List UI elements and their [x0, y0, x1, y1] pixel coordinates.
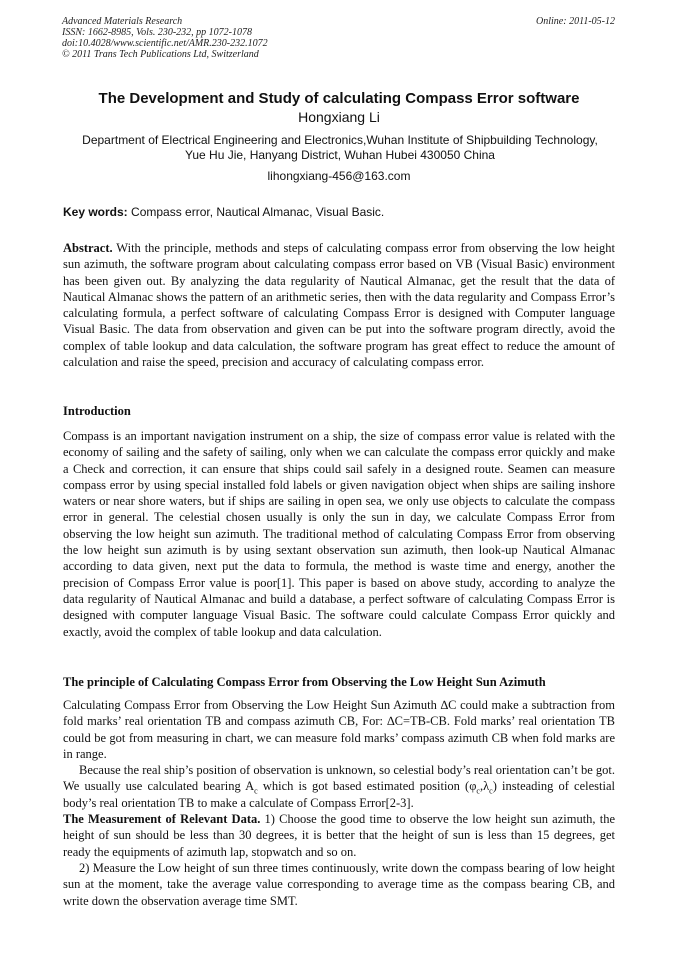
journal-header: [62, 16, 615, 60]
affiliation-line-1: Department of Electrical Engineering and Electronics,Wuhan Institute of Shipbuilding Technology,: [82, 133, 598, 147]
introduction-paragraph: Compass is an important navigation instrument on a ship, the size of compass error value is related with the economy of sailing and the safety of sailing, only when we can calculate the compass error quickly and make a Check and correction, it can ensure that ships could sail safely in a designed route. Seamen can measure compass error by using special installed fold labels or given navigation object when ships are sailing inshore waters or near shore waters, but if ships are sailing in open sea, we only use objects to calculate the compass error in general. The celestial chosen usually is only the sun in day, we calculate Compass Error from observing the low height sun azimuth. The traditional method of calculating Compass Error from observing the low height sun azimuth is by using sextant observation sun azimuth, then look-up Nautical Almanac according to data given, next put the data to formula, the method is waste time and energy, another the precision of Compass Error value is poor[1]. This paper is based on above study, according to analyze the data regularity of Nautical Almanac and build a database, a perfect software of calculating Compass Error is designed with computer language Visual Basic. The software could calculate Compass Error quickly and exactly, avoid the complex of table lookup and data calculation.: [63, 429, 615, 639]
author-email: lihongxiang-456@163.com: [267, 169, 411, 183]
p2-subscript-1: c: [254, 786, 258, 796]
abstract-text: With the principle, methods and steps of calculating compass error from observing the low height sun azimuth, the software program about calculating compass error based on VB (Visual Basic) environment has been given out. By analyzing the data regularity of Nautical Almanac, get the result that the data of Nautical Almanac shows the pattern of an arithmetic series, then with the data regularity and Compass Error’s calculating formula, a perfect software of calculating Compass Error is designed with Computer language Visual Basic. The data from observation and given can be put into the software program directly, avoid the complex of table lookup and data calculation, the software program has great effect to reduce the amount of calculation and raise the speed, precision and accuracy of calculating compass error.: [63, 241, 615, 370]
principle-paragraph-3: [63, 811, 615, 860]
affiliation-line-2: Yue Hu Jie, Hanyang District, Wuhan Hubei 430050 China: [185, 148, 495, 162]
abstract-label: Abstract.: [63, 241, 113, 255]
p2-text-c: ,λ: [479, 779, 490, 794]
keywords-label: Key words:: [63, 205, 128, 219]
principle-paragraph-4: 2) Measure the Low height of sun three times continuously, write down the compass bearing of low height sun at the moment, take the average value corresponding to average time as the compass bearing CB, and write down the observation average time SMT.: [63, 860, 615, 908]
journal-name: Advanced Materials Research: [62, 16, 183, 27]
p2-text-a: Because the real ship’s position of observation is unknown, so celestial body’s real orientation can’t be got. We usually use calculated bearing A: [63, 763, 615, 794]
introduction-body: [63, 428, 615, 640]
principle-paragraph-2: [63, 762, 615, 811]
introduction-heading: Introduction: [63, 404, 131, 418]
keywords: [63, 205, 616, 220]
keywords-text: Compass error, Nautical Almanac, Visual Basic.: [127, 205, 385, 219]
online-date: Online: 2011-05-12: [536, 16, 615, 27]
doi-line: doi:10.4028/www.scientific.net/AMR.230-232.1072: [62, 38, 268, 49]
issn-line: ISSN: 1662-8985, Vols. 230-232, pp 1072-1078: [62, 27, 252, 38]
principle-heading: The principle of Calculating Compass Error from Observing the Low Height Sun Azimuth: [63, 675, 546, 689]
p2-text-b: which is got based estimated position (φ: [257, 779, 477, 794]
measurement-label: The Measurement of Relevant Data.: [63, 812, 261, 827]
p2-subscript-3: c: [489, 786, 493, 796]
paper-title: The Development and Study of calculating Compass Error software: [98, 90, 580, 107]
principle-paragraph-1: Calculating Compass Error from Observing the Low Height Sun Azimuth ∆C could make a subtraction from fold marks’ real orientation TB and compass azimuth CB, For: ∆C=TB-CB. Fold marks’ real orientation TB could be got from measuring in chart, we can measure fold marks’ compass azimuth CB when fold marks are in range.: [63, 698, 615, 761]
principle-body: [63, 697, 615, 909]
copyright-line: © 2011 Trans Tech Publications Ltd, Switzerland: [62, 49, 259, 60]
p2-text-d: ) insteading of celestial body’s real orientation TB to make a calculate of Compass Error[2-3].: [63, 779, 615, 810]
measurement-text: 1) Choose the good time to observe the low height sun azimuth, the height of sun should be less than 30 degrees, it is better that the height of sun is less than 15 degrees, get ready the equipments of azimuth lap, stopwatch and so on.: [63, 812, 615, 859]
affiliation: [60, 133, 620, 163]
author-name: Hongxiang Li: [298, 109, 380, 125]
p2-subscript-2: c: [476, 786, 480, 796]
abstract: [63, 240, 615, 370]
